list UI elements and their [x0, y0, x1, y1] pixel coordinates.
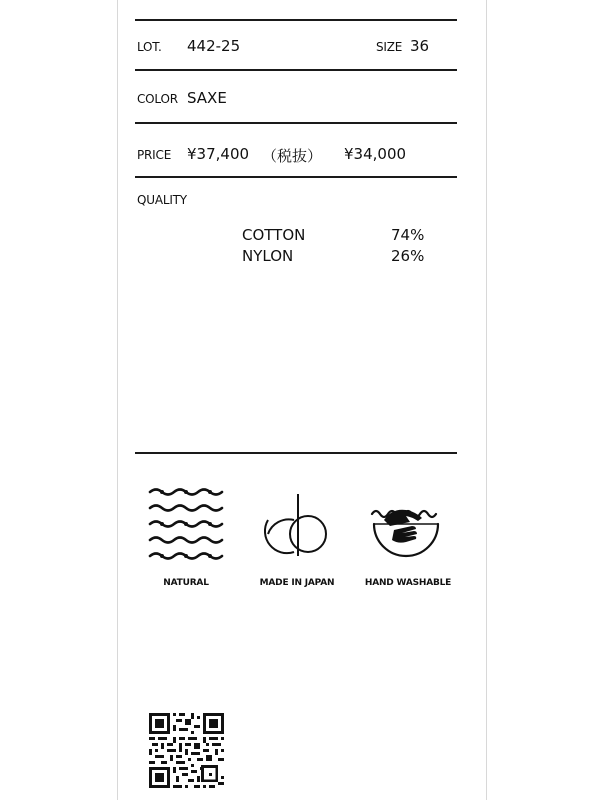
color-value: SAXE	[187, 89, 227, 107]
natural-label: NATURAL	[163, 578, 209, 588]
material-percent: 26%	[391, 247, 425, 265]
hand-washable-icon	[368, 500, 444, 564]
size-label: SIZE	[376, 40, 403, 54]
divider-top	[135, 19, 457, 21]
price-label: PRICE	[137, 148, 172, 162]
divider-color	[135, 122, 457, 124]
lot-value: 442-25	[187, 37, 241, 55]
qr-code-icon	[149, 713, 224, 788]
lot-label: LOT.	[137, 40, 162, 54]
natural-waves-icon	[146, 484, 226, 564]
divider-price	[135, 176, 457, 178]
material-name: NYLON	[242, 247, 294, 265]
quality-label: QUALITY	[137, 193, 187, 207]
material-name: COTTON	[242, 226, 306, 244]
made-in-japan-label: MADE IN JAPAN	[259, 578, 335, 588]
size-value: 36	[410, 37, 430, 55]
hand-washable-label: HAND WASHABLE	[364, 578, 452, 588]
clothing-tag	[117, 0, 487, 800]
divider-lot	[135, 69, 457, 71]
color-label: COLOR	[137, 92, 178, 106]
made-in-japan-icon	[258, 490, 334, 562]
tax-excluded-label: （税抜）	[262, 147, 323, 165]
tax-excluded-value: ¥34,000	[344, 145, 407, 163]
material-percent: 74%	[391, 226, 425, 244]
divider-quality	[135, 452, 457, 454]
price-value: ¥37,400	[187, 145, 250, 163]
